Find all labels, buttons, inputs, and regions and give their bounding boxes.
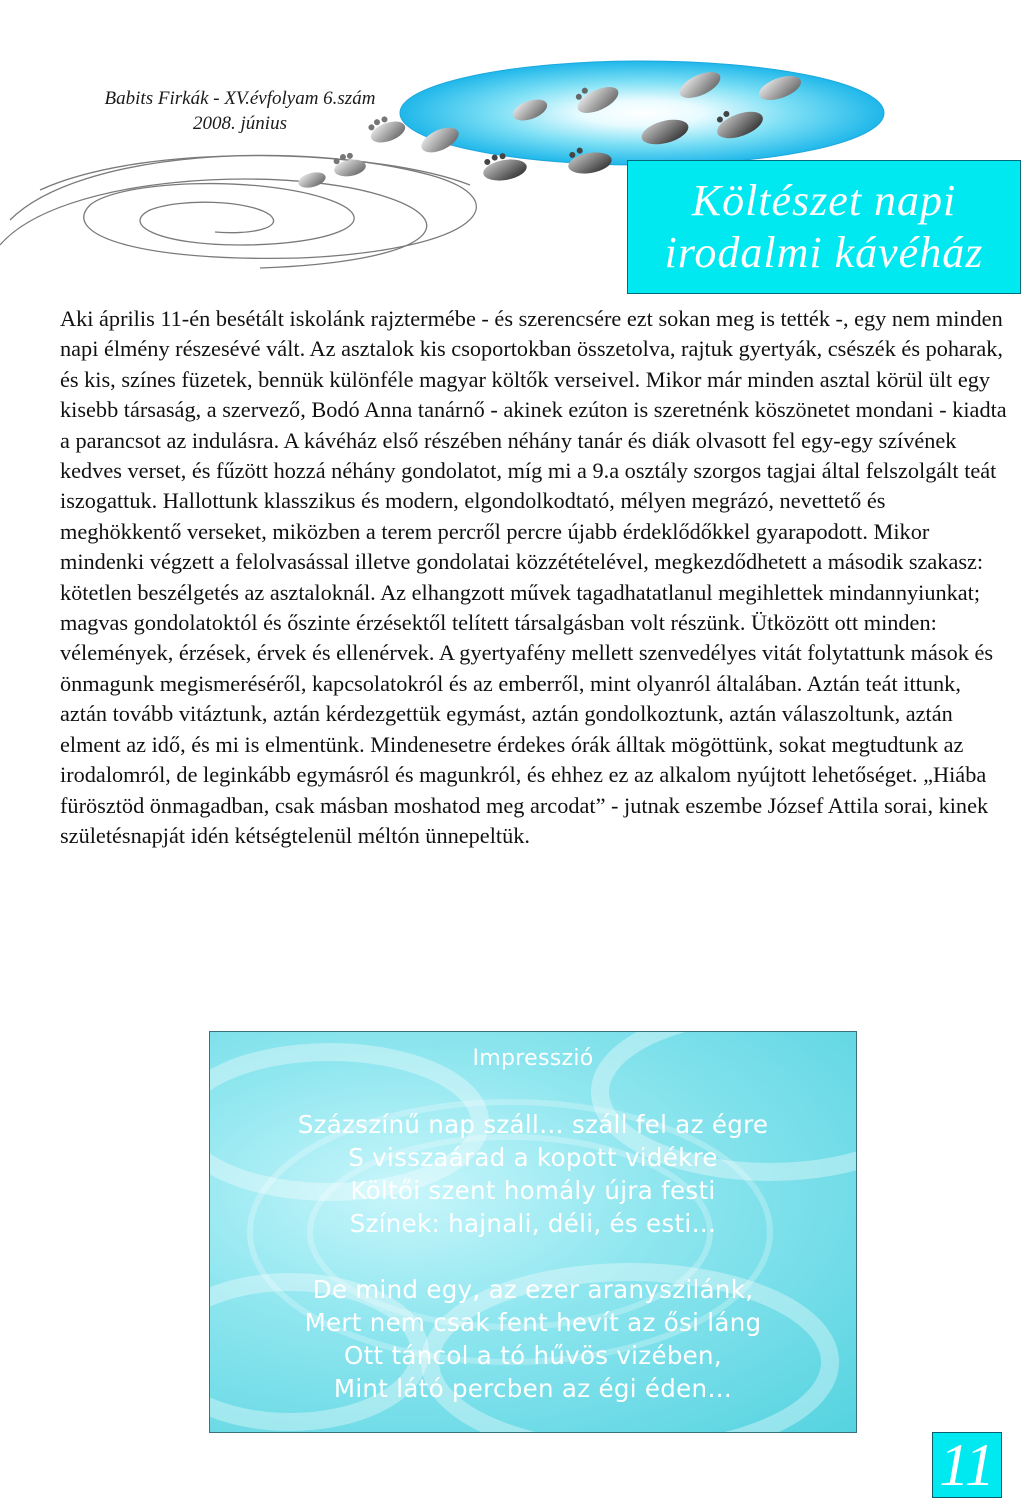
poem-line: Költői szent homály újra festi bbox=[350, 1176, 716, 1205]
poem-line: Ott táncol a tó hűvös vizében, bbox=[344, 1341, 722, 1370]
title-line-2: irodalmi kávéház bbox=[664, 228, 984, 277]
publication-name: Babits Firkák - XV.évfolyam 6.szám bbox=[104, 88, 376, 109]
article-body: Aki április 11-én besétált iskolánk rajztermébe - és szerencsére ezt sokan meg is tették -, egy nem minden napi élmény részesévé vált. Az asztalok kis csoportokban összetolva, rajtuk gyertyák, csészék és poharak, és kis, színes füzetek, bennük különféle magyar költők verseivel. Mikor már minden asztal körül ült egy kisebb társaság, a szervező, Bodó Anna tanárnő - akinek ezúton is szeretnénk köszönetet mondani - kiadta a parancsot az indulásra. A kávéház első részében néhány tanár és diák olvasott fel egy-egy szívének kedves verset, és fűzött hozzá néhány gondolatot, míg mi a 9.a osztály szorgos tagjai által felszolgált teát iszogattuk. Hallottunk klasszikus és modern, elgondolkodtató, mélyen megrázó, nevettető és meghökkentő verseket, miközben a terem percről percre újabb érdeklődőkkel gyarapodott. Mikor mindenki végzett a felolvasással illetve gondolatai közzétételével, megkezdődhetett a második szakasz: kötetlen beszélgetés az asztaloknál. Az elhangzott művek tagadhatatlanul megihlettek mindannyiunkat; magvas gondolatoktól és őszinte érzésektől telített társalgásban volt részünk. Ütközött ott minden: vélemények, érzések, érvek és ellenérvek. A gyertyafény mellett szenvedélyes vitát folytattunk mások és önmagunk megismeréséről, kapcsolatokról és az emberről, mint olyanról általában. Aztán teát ittunk, aztán tovább vitáztunk, aztán kérdezgettük egymást, aztán gondolkoztunk, aztán válaszoltunk, aztán elment az idő, és mi is elmentünk. Mindenesetre érdekes órák álltak mögöttünk, sokat megtudtunk az irodalomról, de leginkább egymásról és magunkról, és ehhez ez az alkalom nyújtott lehetőséget. „Hiába fürösztöd önmagadban, csak másban moshatod meg arcodat” - jutnak eszembe József Attila sorai, kinek születésnapját idén kétségtelenül méltón ünnepeltük. bbox=[60, 306, 1007, 848]
poem-line: De mind egy, az ezer aranyszilánk, bbox=[312, 1275, 754, 1304]
poem-line: Mint látó percben az égi éden… bbox=[333, 1374, 733, 1403]
poem-text bbox=[210, 1042, 856, 1405]
blue-ellipse bbox=[400, 61, 884, 165]
poem-line: Százszínű nap száll… száll fel az égre bbox=[297, 1110, 769, 1139]
spiral-lines bbox=[0, 155, 476, 268]
publication-date: 2008. június bbox=[193, 113, 287, 134]
poem-line: Színek: hajnali, déli, és esti… bbox=[349, 1209, 717, 1238]
poem-line: Mert nem csak fent hevít az ősi láng bbox=[304, 1308, 762, 1337]
title-line-1: Költészet napi bbox=[691, 176, 957, 225]
page-number: 11 bbox=[932, 1432, 1002, 1498]
article-title bbox=[627, 160, 1021, 294]
publication-header bbox=[40, 86, 440, 136]
poem-title: Impresszió bbox=[472, 1046, 594, 1071]
poem-line: S visszaárad a kopott vidékre bbox=[348, 1143, 718, 1172]
poem-box bbox=[209, 1031, 857, 1433]
